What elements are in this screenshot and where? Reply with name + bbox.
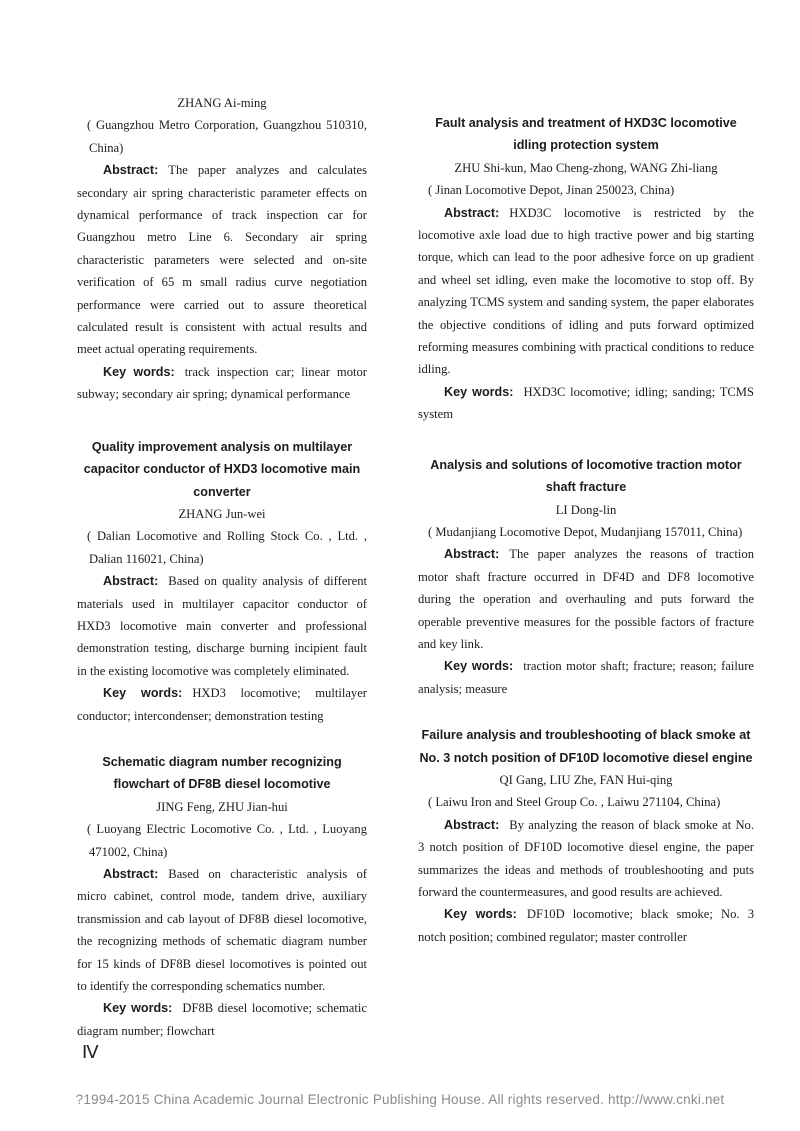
abstract-label: Abstract: — [103, 867, 159, 881]
article-abstract — [418, 202, 754, 381]
abstract-text: Based on quality analysis of different materials used in multilayer capacitor conductor of HXD3 locomotive main converter and professional demonstration testing, discharge burning incipient fault in the existing locomotive was completely eliminated. — [77, 574, 367, 678]
keywords-text: track inspection car; linear motor subway; secondary air spring; dynamical performance — [77, 364, 368, 402]
article-keywords — [77, 361, 367, 406]
article-abstract — [77, 863, 367, 997]
article-authors: ZHANG Ai-ming — [177, 96, 267, 110]
article-abstract — [418, 814, 754, 904]
article-5 — [418, 454, 754, 700]
abstract-text: The paper analyzes and calculates secondary air spring characteristic parameter effects on dynamical performance of track inspection car for Guangzhou metro Line 6. Secondary air spring characteristic parameters were selected and on-site verification of 65 m small radius curve negotiation performance were carried out to assure theoretical calculated result is consistent with actual results and meet actual operating requirements. — [77, 163, 367, 357]
keywords-text: HXD3 locomotive; multilayer conductor; intercondenser; demonstration testing — [77, 686, 367, 723]
keywords-label: Key words: — [444, 659, 514, 674]
article-keywords — [77, 682, 367, 727]
article-abstract — [77, 159, 367, 361]
abstract-text: The paper analyzes the reasons of traction motor shaft fracture occurred in DF4D and DF8 locomotive during the operation and overhauling and puts forward the operable preventive measures for the possible factors of fracture and key link. — [418, 547, 754, 651]
abstract-text: HXD3C locomotive is restricted by the locomotive axle load due to high tractive power and big starting torque, which can lead to the poor adhesive force on up gradient and wheel set idling, even make the locomotive to stop off. By analyzing TCMS system and sanding system, the paper elaborates the objective conditions of idling and puts forward optimized reforming measures combining with practical conditions to reduce idling. — [418, 205, 754, 377]
article-abstract — [418, 543, 754, 655]
abstract-label: Abstract: — [444, 547, 500, 562]
left-column — [77, 90, 367, 1060]
article-authors: ZHANG Jun-wei — [178, 506, 266, 521]
keywords-text: DF8B diesel locomotive; schematic diagram number; flowchart — [77, 1001, 367, 1038]
article-title: Quality improvement analysis on multilayer capacitor conductor of HXD3 locomotive main converter — [83, 439, 361, 499]
keywords-text: traction motor shaft; fracture; reason; failure analysis; measure — [418, 659, 754, 696]
article-4 — [418, 112, 754, 426]
article-authors: JING Feng, ZHU Jian-hui — [156, 799, 288, 814]
article-title: Fault analysis and treatment of HXD3C locomotive idling protection system — [435, 116, 737, 153]
article-affiliation: ( Laiwu Iron and Steel Group Co. , Laiwu 271104, China) — [428, 795, 721, 810]
article-affiliation: ( Mudanjiang Locomotive Depot, Mudanjiang 157011, China) — [428, 524, 743, 539]
keywords-text: DF10D locomotive; black smoke; No. 3 notch position; combined regulator; master controller — [418, 907, 754, 944]
keywords-text: HXD3C locomotive; idling; sanding; TCMS system — [418, 384, 754, 422]
article-1 — [77, 92, 367, 406]
abstract-text: Based on characteristic analysis of micro cabinet, control mode, tandem drive, auxiliary transmission and cab layout of DF8B diesel locomotive, the recognizing methods of schematic diagram number for 15 kinds of DF8B diesel locomotives is pointed out to identify the corresponding schematics number. — [77, 867, 367, 994]
article-6 — [418, 724, 754, 948]
keywords-label: Key words: — [444, 384, 514, 399]
keywords-label: Key words: — [103, 1001, 173, 1016]
article-keywords — [418, 655, 754, 700]
page-number: Ⅳ — [82, 1042, 99, 1062]
abstract-label: Abstract: — [444, 817, 500, 832]
article-affiliation: ( Jinan Locomotive Depot, Jinan 250023, China) — [428, 183, 675, 198]
abstract-text: By analyzing the reason of black smoke at No. 3 notch position of DF10D locomotive diesel engine, the paper summarizes the ideas and methods of troubleshooting and puts forward the countermeasures, and good results are achieved. — [418, 817, 754, 899]
article-affiliation: ( Luoyang Electric Locomotive Co. , Ltd. , Luoyang 471002, China) — [87, 822, 367, 859]
article-title: Schematic diagram number recognizing flowchart of DF8B diesel locomotive — [102, 754, 342, 792]
article-affiliation: ( Guangzhou Metro Corporation, Guangzhou 510310, China) — [87, 118, 367, 155]
article-authors: QI Gang, LIU Zhe, FAN Hui-qing — [499, 772, 673, 787]
copyright-footer: ?1994-2015 China Academic Journal Electronic Publishing House. All rights reserved. http://www.cnki.net — [75, 1092, 725, 1107]
article-keywords — [418, 381, 754, 426]
article-abstract — [77, 570, 367, 682]
right-column — [418, 112, 754, 966]
article-keywords — [418, 903, 754, 948]
article-authors: LI Dong-lin — [555, 502, 617, 517]
article-title: Analysis and solutions of locomotive traction motor shaft fracture — [430, 457, 742, 495]
article-keywords — [77, 997, 367, 1042]
keywords-label: Key words: — [103, 686, 183, 701]
abstract-label: Abstract: — [444, 205, 500, 220]
abstract-label: Abstract: — [103, 163, 159, 178]
article-3 — [77, 751, 367, 1042]
article-2 — [77, 436, 367, 727]
keywords-label: Key words: — [444, 907, 517, 922]
abstract-label: Abstract: — [103, 574, 159, 589]
article-affiliation: ( Dalian Locomotive and Rolling Stock Co. , Ltd. , Dalian 116021, China) — [87, 529, 367, 566]
article-title: Failure analysis and troubleshooting of black smoke at No. 3 notch position of DF10D locomotive diesel engine — [419, 728, 753, 765]
keywords-label: Key words: — [103, 364, 175, 379]
article-authors: ZHU Shi-kun, Mao Cheng-zhong, WANG Zhi-liang — [454, 160, 718, 175]
